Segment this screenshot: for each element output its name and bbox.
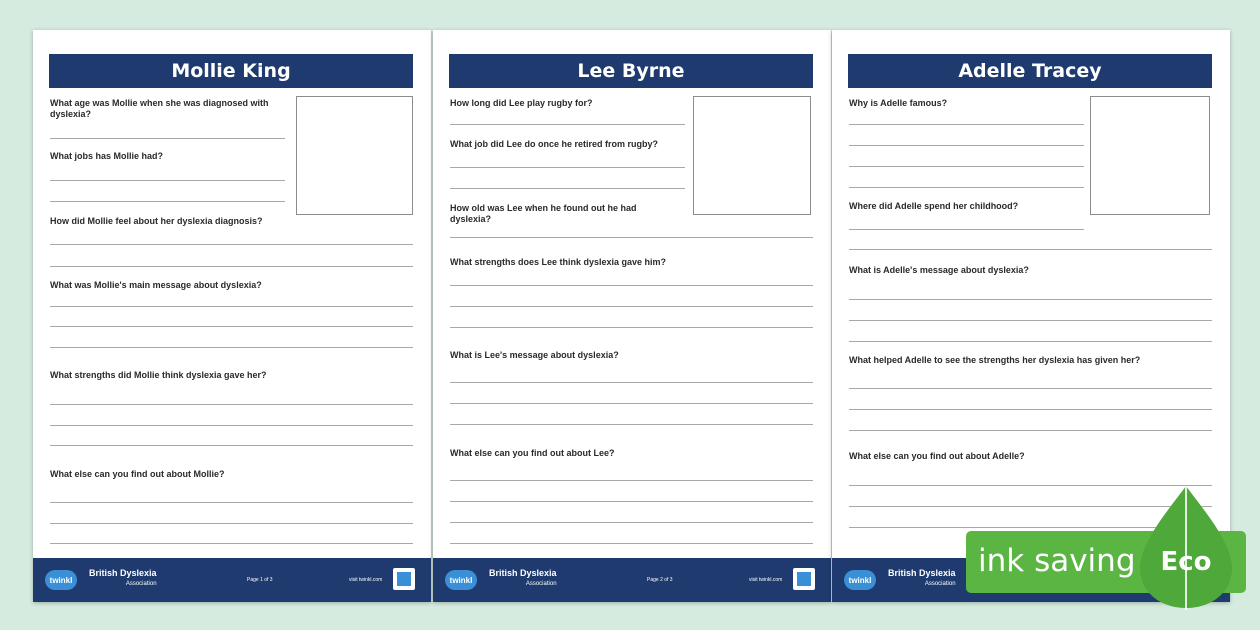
answer-line	[849, 299, 1212, 300]
question: What else can you find out about Adelle?	[849, 451, 1025, 461]
answer-line	[50, 404, 413, 405]
answer-line	[50, 425, 413, 426]
answer-line	[50, 266, 413, 267]
answer-line	[849, 430, 1212, 431]
answer-line	[450, 480, 813, 481]
page-footer	[433, 558, 831, 602]
footer-url: visit twinkl.com	[749, 577, 783, 583]
answer-line	[50, 502, 413, 503]
answer-line	[849, 145, 1084, 146]
answer-line	[450, 188, 685, 189]
answer-line	[50, 244, 413, 245]
answer-line	[450, 501, 813, 502]
answer-line	[450, 403, 813, 404]
answer-line	[849, 124, 1084, 125]
answer-line	[849, 249, 1212, 250]
question: How long did Lee play rugby for?	[450, 98, 593, 108]
twinkl-logo: twinkl	[844, 570, 876, 590]
eco-label: Eco	[1160, 547, 1212, 577]
answer-line	[450, 285, 813, 286]
org-sub: Association	[525, 581, 557, 587]
bda-logo	[888, 568, 956, 590]
page-title: Adelle Tracey	[848, 54, 1212, 88]
qr-code-icon	[393, 568, 415, 590]
question: What else can you find out about Lee?	[450, 448, 615, 458]
answer-line	[50, 445, 413, 446]
answer-line	[450, 237, 813, 238]
worksheet-page-lee-byrne	[433, 30, 831, 602]
twinkl-logo: twinkl	[445, 570, 477, 590]
question: What was Mollie's main message about dyslexia?	[50, 280, 262, 290]
question: Why is Adelle famous?	[849, 98, 948, 108]
eco-leaf-icon	[1140, 484, 1240, 614]
answer-line	[50, 201, 285, 202]
page-number: Page 2 of 3	[647, 577, 673, 583]
answer-line	[50, 326, 413, 327]
answer-line	[50, 138, 285, 139]
question: What job did Lee do once he retired from rugby?	[450, 139, 659, 149]
question: What helped Adelle to see the strengths her dyslexia has given her?	[849, 355, 1141, 365]
org-name: British Dyslexia	[888, 568, 956, 578]
ink-saving-label: ink saving	[978, 543, 1136, 579]
photo-box	[693, 96, 811, 215]
qr-code-icon	[793, 568, 815, 590]
answer-line	[849, 229, 1084, 230]
question: What strengths did Mollie think dyslexia gave her?	[50, 370, 267, 380]
answer-line	[450, 543, 813, 544]
answer-line	[450, 167, 685, 168]
worksheet-page-mollie-king	[33, 30, 431, 602]
answer-line	[849, 166, 1084, 167]
org-sub: Association	[125, 581, 157, 587]
question: How did Mollie feel about her dyslexia diagnosis?	[50, 216, 263, 226]
answer-line	[50, 543, 413, 544]
org-sub: Association	[924, 581, 956, 587]
question: How old was Lee when he found out he had dyslexia?	[450, 203, 637, 224]
question: What is Lee's message about dyslexia?	[450, 350, 619, 360]
answer-line	[849, 187, 1084, 188]
answer-line	[849, 341, 1212, 342]
photo-box	[296, 96, 413, 215]
question: What age was Mollie when she was diagnosed with dyslexia?	[50, 98, 269, 119]
answer-line	[450, 306, 813, 307]
answer-line	[849, 388, 1212, 389]
bda-logo	[89, 568, 157, 590]
twinkl-logo: twinkl	[45, 570, 77, 590]
org-name: British Dyslexia	[489, 568, 557, 578]
answer-line	[50, 523, 413, 524]
answer-line	[50, 347, 413, 348]
answer-line	[50, 180, 285, 181]
answer-line	[450, 327, 813, 328]
question: Where did Adelle spend her childhood?	[849, 201, 1019, 211]
question: What is Adelle's message about dyslexia?	[849, 265, 1029, 275]
answer-line	[849, 320, 1212, 321]
org-name: British Dyslexia	[89, 568, 157, 578]
footer-url: visit twinkl.com	[349, 577, 383, 583]
answer-line	[450, 382, 813, 383]
answer-line	[50, 306, 413, 307]
photo-box	[1090, 96, 1210, 215]
page-title: Mollie King	[49, 54, 413, 88]
page-footer	[33, 558, 431, 602]
page-number: Page 1 of 3	[247, 577, 273, 583]
question: What else can you find out about Mollie?	[50, 469, 225, 479]
question: What strengths does Lee think dyslexia gave him?	[450, 257, 667, 267]
answer-line	[849, 409, 1212, 410]
answer-line	[450, 522, 813, 523]
page-title: Lee Byrne	[449, 54, 813, 88]
answer-line	[450, 424, 813, 425]
bda-logo	[489, 568, 557, 590]
question: What jobs has Mollie had?	[50, 151, 164, 161]
answer-line	[450, 124, 685, 125]
